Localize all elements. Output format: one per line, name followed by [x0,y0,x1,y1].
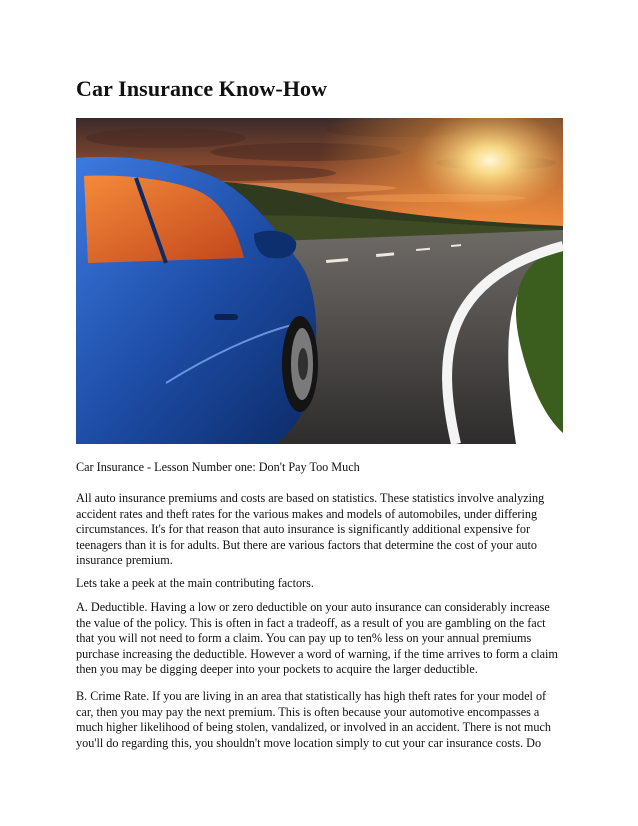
body-paragraph: Lets take a peek at the main contributing factors. [76,576,314,590]
hero-image [76,118,563,444]
lesson-heading: Car Insurance - Lesson Number one: Don't Pay Too Much [76,460,360,474]
body-paragraph: All auto insurance premiums and costs are based on statistics. These statistics involve analyzing accident rates and theft rates for the various makes and models of automobiles, under differing circumstances. It's for that reason that auto insurance is significantly additional expensive for teenagers than it is for adults. But there are various factors that determine the cost of your auto insurance premium. [76,491,545,568]
body-paragraph: B. Crime Rate. If you are living in an area that statistically has high theft rates for your model of car, then you may pay the next premium. This is often because your automotive encompasses a much higher likelihood of being stolen, vandalized, or involved in an accident. There is not much you'll do regarding this, you shouldn't move location simply to cut your car insurance costs. Do [76,689,551,750]
document-title: Car Insurance Know-How [76,76,328,101]
body-paragraph: A. Deductible. Having a low or zero deductible on your auto insurance can considerably increase the value of the policy. This is often in fact a tradeoff, as a result of you are gambling on the fact that you will not need to form a claim. You can pay up to ten% less on your annual premiums purchase increasing the deductible. However a word of warning, if the time arrives to form a claim then you may be digging deeper into your pockets to acquire the larger deductible. [76,600,558,677]
